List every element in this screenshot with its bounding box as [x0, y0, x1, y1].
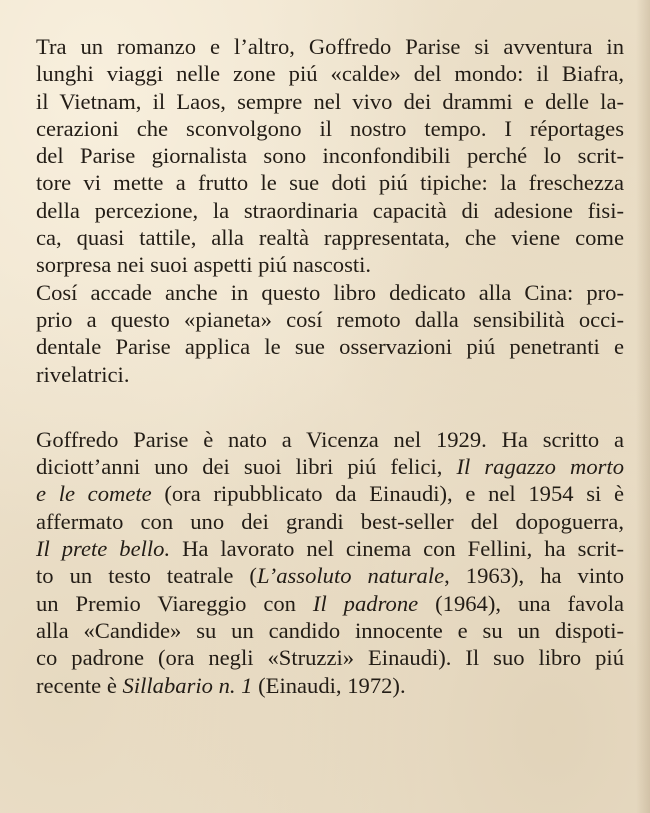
bio-text: recente è [36, 672, 123, 698]
book-title: Sillabario n. 1 [122, 672, 253, 698]
bio-line [36, 480, 624, 507]
bio-line [36, 672, 624, 699]
page-edge-shadow [636, 0, 650, 813]
synopsis-line: Tra un romanzo e l’altro, Goffredo Parise si avventura in [36, 34, 624, 59]
bio-text: Ha lavorato nel cinema con Fellini, ha scrit- [170, 536, 624, 562]
bio-line [36, 426, 624, 453]
paragraph-gap [36, 388, 624, 426]
bio-text: co padrone (ora negli «Struzzi» Einaudi). Il suo libro piú [36, 645, 624, 671]
book-title: e le comete [36, 481, 152, 507]
synopsis-line: dentale Parise applica le sue osservazioni piú penetranti e [36, 334, 624, 360]
synopsis-line: ca, quasi tattile, alla realtà rappresentata, che viene come [36, 225, 624, 251]
book-title: Il prete bello. [36, 536, 171, 562]
bio-line [36, 644, 624, 671]
synopsis-line: sorpresa nei suoi aspetti piú nascosti. [36, 252, 372, 278]
synopsis-line: della percezione, la straordinaria capacità di adesione fisi- [36, 197, 624, 223]
bio-text: affermato con uno dei grandi best-seller del dopoguerra, [36, 508, 624, 534]
synopsis-line: del Parise giornalista sono inconfondibili perché lo scrit- [36, 143, 624, 169]
synopsis-line: Cosí accade anche in questo libro dedicato alla Cina: pro- [36, 279, 624, 305]
bio-line [36, 508, 624, 535]
author-bio-paragraph [36, 426, 624, 699]
bio-line [36, 590, 624, 617]
bio-text: , 1963), ha vinto [444, 563, 624, 589]
bio-text: alla «Candide» su un candido innocente e su un dispoti- [36, 617, 624, 643]
bio-text: (1964), una favola [418, 590, 625, 616]
bio-line [36, 453, 624, 480]
synopsis-line: prio a questo «pianeta» cosí remoto dalla sensibilità occi- [36, 306, 624, 332]
back-cover-text [36, 33, 624, 699]
play-title: L’assoluto naturale [256, 563, 445, 589]
synopsis-line: il Vietnam, il Laos, sempre nel vivo dei drammi e delle la- [36, 88, 624, 114]
bio-text: Goffredo Parise è nato a Vicenza nel 1929. Ha scritto a [36, 426, 624, 452]
book-title: Il ragazzo morto [456, 454, 624, 480]
synopsis-paragraph [36, 33, 624, 388]
bio-text: diciott’anni uno dei suoi libri piú felici, [36, 454, 457, 480]
bio-text: (Einaudi, 1972). [252, 672, 406, 698]
bio-line [36, 617, 624, 644]
bio-line [36, 562, 624, 589]
synopsis-line: cerazioni che sconvolgono il nostro tempo. I réportages [36, 115, 624, 141]
bio-line [36, 535, 624, 562]
bio-text: un Premio Viareggio con [36, 590, 313, 616]
bio-text: (ora ripubblicato da Einaudi), e nel 1954 si è [151, 481, 624, 507]
book-title: Il padrone [312, 590, 419, 616]
synopsis-line: tore vi mette a frutto le sue doti piú tipiche: la freschezza [36, 170, 624, 196]
synopsis-line: rivelatrici. [36, 361, 130, 387]
synopsis-line: lunghi viaggi nelle zone piú «calde» del mondo: il Biafra, [36, 61, 624, 87]
bio-text: to un testo teatrale ( [36, 563, 257, 589]
